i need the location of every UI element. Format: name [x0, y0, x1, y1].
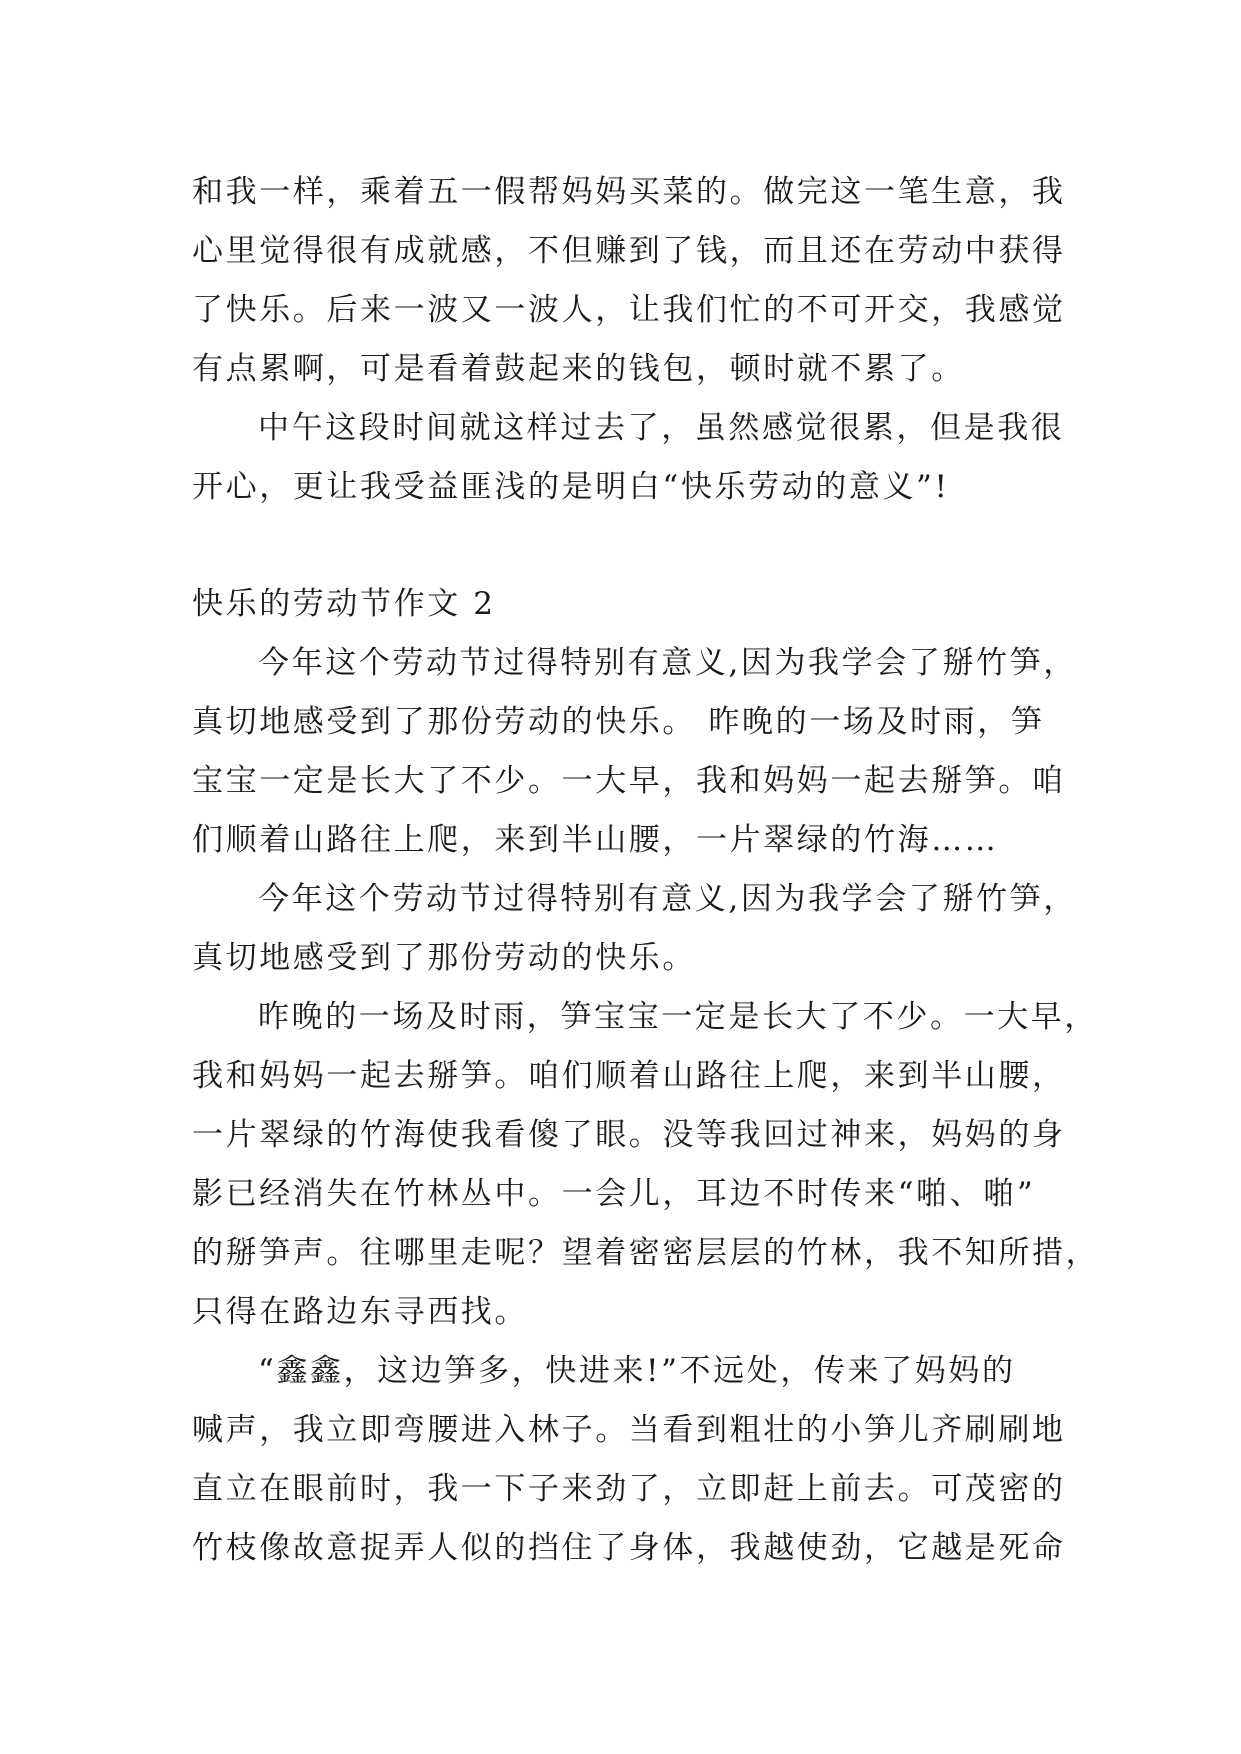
text-line: 有点累啊，可是看着鼓起来的钱包，顿时就不累了。: [192, 351, 965, 387]
text-line: 中午这段时间就这样过去了，虽然感觉很累，但是我很: [258, 410, 1065, 446]
paragraph: [192, 988, 1100, 1342]
text-line: 只得在路边东寻西找。: [192, 1294, 528, 1330]
text-line: 宝宝一定是长大了不少。一大早，我和妈妈一起去掰笋。咱: [192, 763, 1066, 799]
paragraph-gap: [192, 517, 1072, 575]
document-body: [192, 163, 1100, 1578]
text-line: 今年这个劳动节过得特别有意义,因为我学会了掰竹笋，: [258, 881, 1077, 917]
text-line: 今年这个劳动节过得特别有意义,因为我学会了掰竹笋，: [258, 645, 1077, 681]
text-line: 昨晚的一场及时雨，笋宝宝一定是长大了不少。一大早，: [258, 999, 1098, 1035]
text-line: “鑫鑫，这边笋多，快进来!”不远处，传来了妈妈的: [258, 1353, 1016, 1389]
text-line: 真切地感受到了那份劳动的快乐。: [192, 940, 696, 976]
text-line: 们顺着山路往上爬，来到半山腰，一片翠绿的竹海……: [192, 822, 999, 858]
paragraph-continued: [192, 163, 1072, 399]
paragraph: [192, 399, 1072, 517]
paragraph: [192, 634, 1077, 870]
essay-heading: 快乐的劳动节作文 2: [192, 586, 496, 622]
text-line: 喊声，我立即弯腰进入林子。当看到粗壮的小笋儿齐刷刷地: [192, 1412, 1066, 1448]
text-line: 开心，更让我受益匪浅的是明白“快乐劳动的意义”!: [192, 469, 950, 505]
text-line: 影已经消失在竹林丛中。一会儿，耳边不时传来“啪、啪”: [192, 1176, 1036, 1212]
text-line: 了快乐。后来一波又一波人，让我们忙的不可开交，我感觉: [192, 292, 1066, 328]
text-line: 的掰笋声。往哪里走呢？望着密密层层的竹林，我不知所措，: [192, 1235, 1100, 1271]
text-line: 我和妈妈一起去掰笋。咱们顺着山路往上爬，来到半山腰，: [192, 1058, 1066, 1094]
text-line: 直立在眼前时，我一下子来劲了，立即赶上前去。可茂密的: [192, 1471, 1066, 1507]
paragraph: [192, 1342, 1072, 1578]
paragraph: [192, 870, 1077, 988]
text-line: 竹枝像故意捉弄人似的挡住了身体，我越使劲，它越是死命: [192, 1530, 1066, 1566]
text-line: 真切地感受到了那份劳动的快乐。 昨晚的一场及时雨，笋: [192, 704, 1045, 740]
text-line: 一片翠绿的竹海使我看傻了眼。没等我回过神来，妈妈的身: [192, 1117, 1066, 1153]
text-line: 心里觉得很有成就感，不但赚到了钱，而且还在劳动中获得: [192, 233, 1066, 269]
text-line: 和我一样，乘着五一假帮妈妈买菜的。做完这一笔生意，我: [192, 174, 1066, 210]
